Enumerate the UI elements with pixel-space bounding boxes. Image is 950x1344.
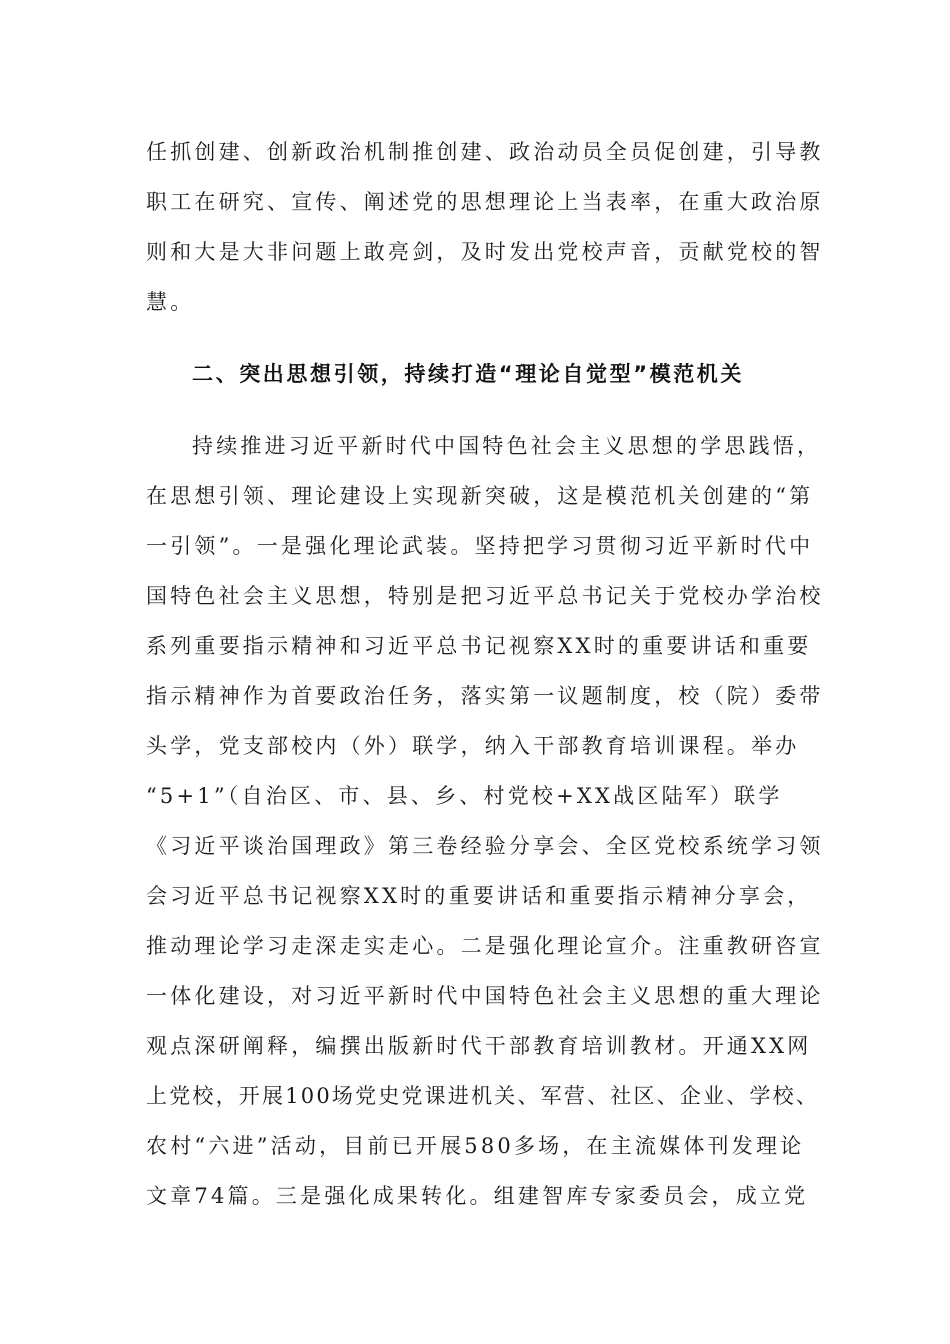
body-line-3: 一引领”。一是强化理论武装。坚持把学习贯彻习近平新时代中: [146, 534, 814, 558]
section-heading: 二、突出思想引领，持续打造“理论自觉型”模范机关: [192, 362, 745, 386]
body-line-12: 一体化建设，对习近平新时代中国特色社会主义思想的重大理论: [146, 984, 824, 1008]
body-line-2: 在思想引领、理论建设上实现新突破，这是模范机关创建的“第: [146, 484, 814, 508]
body-line-15: 农村“六进”活动，目前已开展580多场，在主流媒体刊发理论: [146, 1134, 805, 1158]
body-line-11: 推动理论学习走深走实走心。二是强化理论宣介。注重教研咨宣: [146, 934, 824, 958]
body-line-5: 系列重要指示精神和习近平总书记视察XX时的重要讲话和重要: [146, 634, 812, 658]
body-line-4: 国特色社会主义思想，特别是把习近平总书记关于党校办学治校: [146, 584, 824, 608]
body-line-10: 会习近平总书记视察XX时的重要讲话和重要指示精神分享会，: [146, 884, 812, 908]
body-line-14: 上党校，开展100场党史党课进机关、军营、社区、企业、学校、: [146, 1084, 820, 1108]
intro-line-3: 则和大是大非问题上敢亮剑，及时发出党校声音，贡献党校的智: [146, 240, 824, 264]
body-line-6: 指示精神作为首要政治任务，落实第一议题制度，校（院）委带: [146, 684, 824, 708]
body-line-1: 持续推进习近平新时代中国特色社会主义思想的学思践悟，: [192, 434, 822, 458]
body-line-9: 《习近平谈治国理政》第三卷经验分享会、全区党校系统学习领: [146, 834, 824, 858]
body-line-7: 头学，党支部校内（外）联学，纳入干部教育培训课程。举办: [146, 734, 800, 758]
intro-line-1: 任抓创建、创新政治机制推创建、政治动员全员促创建，引导教: [146, 140, 824, 164]
intro-line-4: 慧。: [146, 290, 195, 314]
body-line-16: 文章74篇。三是强化成果转化。组建智库专家委员会，成立党: [146, 1184, 809, 1208]
body-line-13: 观点深研阐释，编撰出版新时代干部教育培训教材。开通XX网: [146, 1034, 812, 1058]
body-line-8: “5+1”（自治区、市、县、乡、村党校+XX战区陆军）联学: [146, 784, 783, 808]
intro-line-2: 职工在研究、宣传、阐述党的思想理论上当表率，在重大政治原: [146, 190, 824, 214]
